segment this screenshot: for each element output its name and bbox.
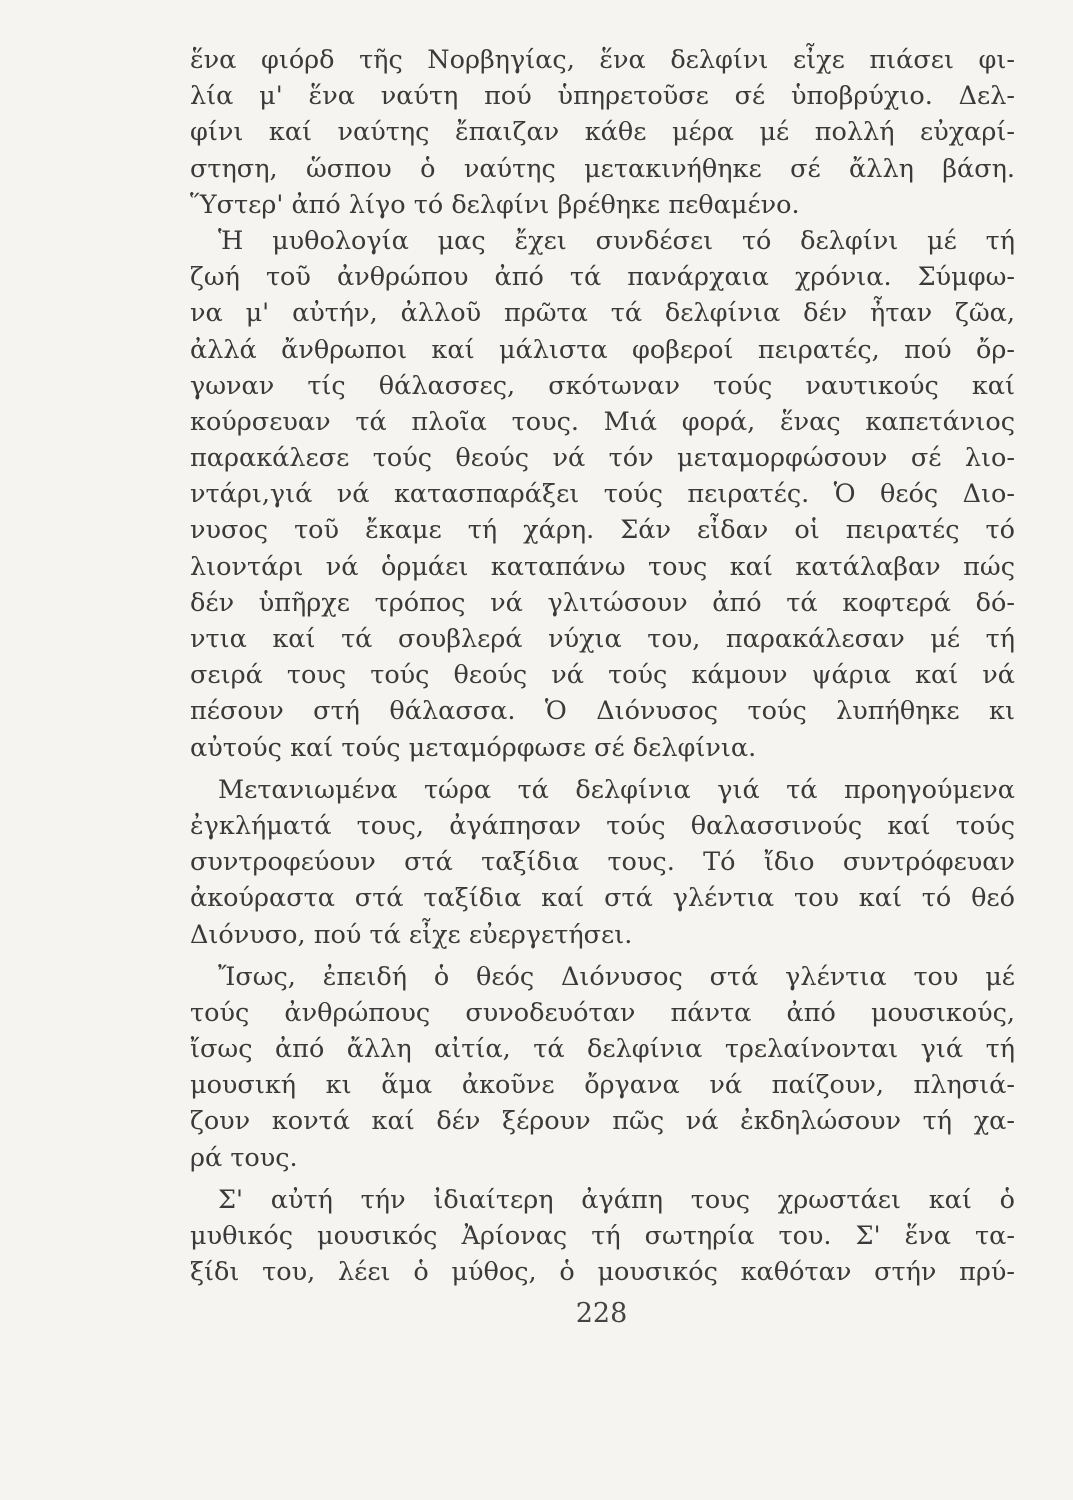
text-line: τούς ἀνθρώπους συνοδευόταν πάντα ἀπό μουσικούς, — [190, 997, 1015, 1028]
page-number: 228 — [575, 1298, 628, 1329]
text-line: ζωή τοῦ ἀνθρώπου ἀπό τά πανάρχαια χρόνια. Σύμφω- — [190, 262, 1015, 293]
paragraph — [190, 772, 1015, 953]
text-line: Διόνυσο, πού τά εἶχε εὐεργετήσει. — [190, 919, 633, 950]
paragraph — [190, 42, 1015, 223]
text-line: ρά τους. — [190, 1142, 298, 1173]
text-line: ἴσως ἀπό ἄλλη αἰτία, τά δελφίνια τρελαίνονται γιά τή — [190, 1034, 1015, 1065]
body-text — [190, 42, 1015, 1290]
text-line: κούρσευαν τά πλοῖα τους. Μιά φορά, ἕνας καπετάνιος — [190, 406, 1015, 437]
paragraph — [190, 1182, 1015, 1291]
paragraph — [190, 959, 1015, 1176]
text-line: συντροφεύουν στά ταξίδια τους. Τό ἴδιο συντρόφευαν — [190, 847, 1015, 878]
text-line: σειρά τους τούς θεούς νά τούς κάμουν ψάρια καί νά — [190, 660, 1015, 691]
text-line: ζουν κοντά καί δέν ξέρουν πῶς νά ἐκδηλώσουν τή χα- — [190, 1106, 1015, 1137]
paragraph — [190, 223, 1015, 766]
text-line: μυθικός μουσικός Ἀρίονας τή σωτηρία του. Σ' ἕνα τα- — [190, 1221, 1015, 1251]
text-line: δέν ὑπῆρχε τρόπος νά γλιτώσουν ἀπό τά κοφτερά δό- — [190, 587, 1015, 618]
text-line: παρακάλεσε τούς θεούς νά τόν μεταμορφώσουν σέ λιο- — [190, 443, 1015, 474]
text-line: Ὕστερ' ἀπό λίγο τό δελφίνι βρέθηκε πεθαμένο. — [190, 189, 800, 220]
text-line: πέσουν στή θάλασσα. Ὁ Διόνυσος τούς λυπήθηκε κι — [190, 696, 1015, 727]
text-line: Ἴσως, ἐπειδή ὁ θεός Διόνυσος στά γλέντια του μέ — [218, 961, 1015, 992]
text-line: αὐτούς καί τούς μεταμόρφωσε σέ δελφίνια. — [190, 732, 757, 763]
text-line: ξίδι του, λέει ὁ μύθος, ὁ μουσικός καθόταν στήν πρύ- — [190, 1257, 1015, 1288]
text-line: φίνι καί ναύτης ἔπαιζαν κάθε μέρα μέ πολλή εὐχαρί- — [190, 117, 1015, 148]
text-line: ἀκούραστα στά ταξίδια καί στά γλέντια του καί τό θεό — [190, 883, 1015, 914]
text-line: γωναν τίς θάλασσες, σκότωναν τούς ναυτικούς καί — [190, 370, 1015, 401]
text-line: Ἡ μυθολογία μας ἔχει συνδέσει τό δελφίνι μέ τή — [218, 225, 1015, 256]
text-line: νυσος τοῦ ἔκαμε τή χάρη. Σάν εἶδαν οἱ πειρατές τό — [190, 515, 1015, 546]
text-line: ἐγκλήματά τους, ἀγάπησαν τούς θαλασσινούς καί τούς — [190, 810, 1015, 841]
text-line: ντάρι,γιά νά κατασπαράξει τούς πειρατές. Ὁ θεός Διο- — [190, 479, 1015, 510]
text-line: στηση, ὥσπου ὁ ναύτης μετακινήθηκε σέ ἄλλη βάση. — [190, 153, 1015, 184]
text-line: Μετανιωμένα τώρα τά δελφίνια γιά τά προηγούμενα — [218, 774, 1015, 805]
text-line: λία μ' ἕνα ναύτη πού ὑπηρετοῦσε σέ ὑποβρύχιο. Δελ- — [190, 81, 1015, 112]
text-line: Σ' αὐτή τήν ἰδιαίτερη ἀγάπη τους χρωστάει καί ὁ — [218, 1184, 1015, 1215]
text-line: ντια καί τά σουβλερά νύχια του, παρακάλεσαν μέ τή — [190, 624, 1015, 654]
text-line: μουσική κι ἅμα ἀκοῦνε ὄργανα νά παίζουν, πλησιά- — [190, 1070, 1015, 1101]
text-line: να μ' αὐτήν, ἀλλοῦ πρῶτα τά δελφίνια δέν ἦταν ζῶα, — [190, 298, 1015, 329]
text-line: ἀλλά ἄνθρωποι καί μάλιστα φοβεροί πειρατές, πού ὄρ- — [190, 334, 1015, 365]
text-line: ἕνα φιόρδ τῆς Νορβηγίας, ἕνα δελφίνι εἶχε πιάσει φι- — [190, 45, 1015, 75]
text-line: λιοντάρι νά ὁρμάει καταπάνω τους καί κατάλαβαν πώς — [190, 551, 1015, 582]
